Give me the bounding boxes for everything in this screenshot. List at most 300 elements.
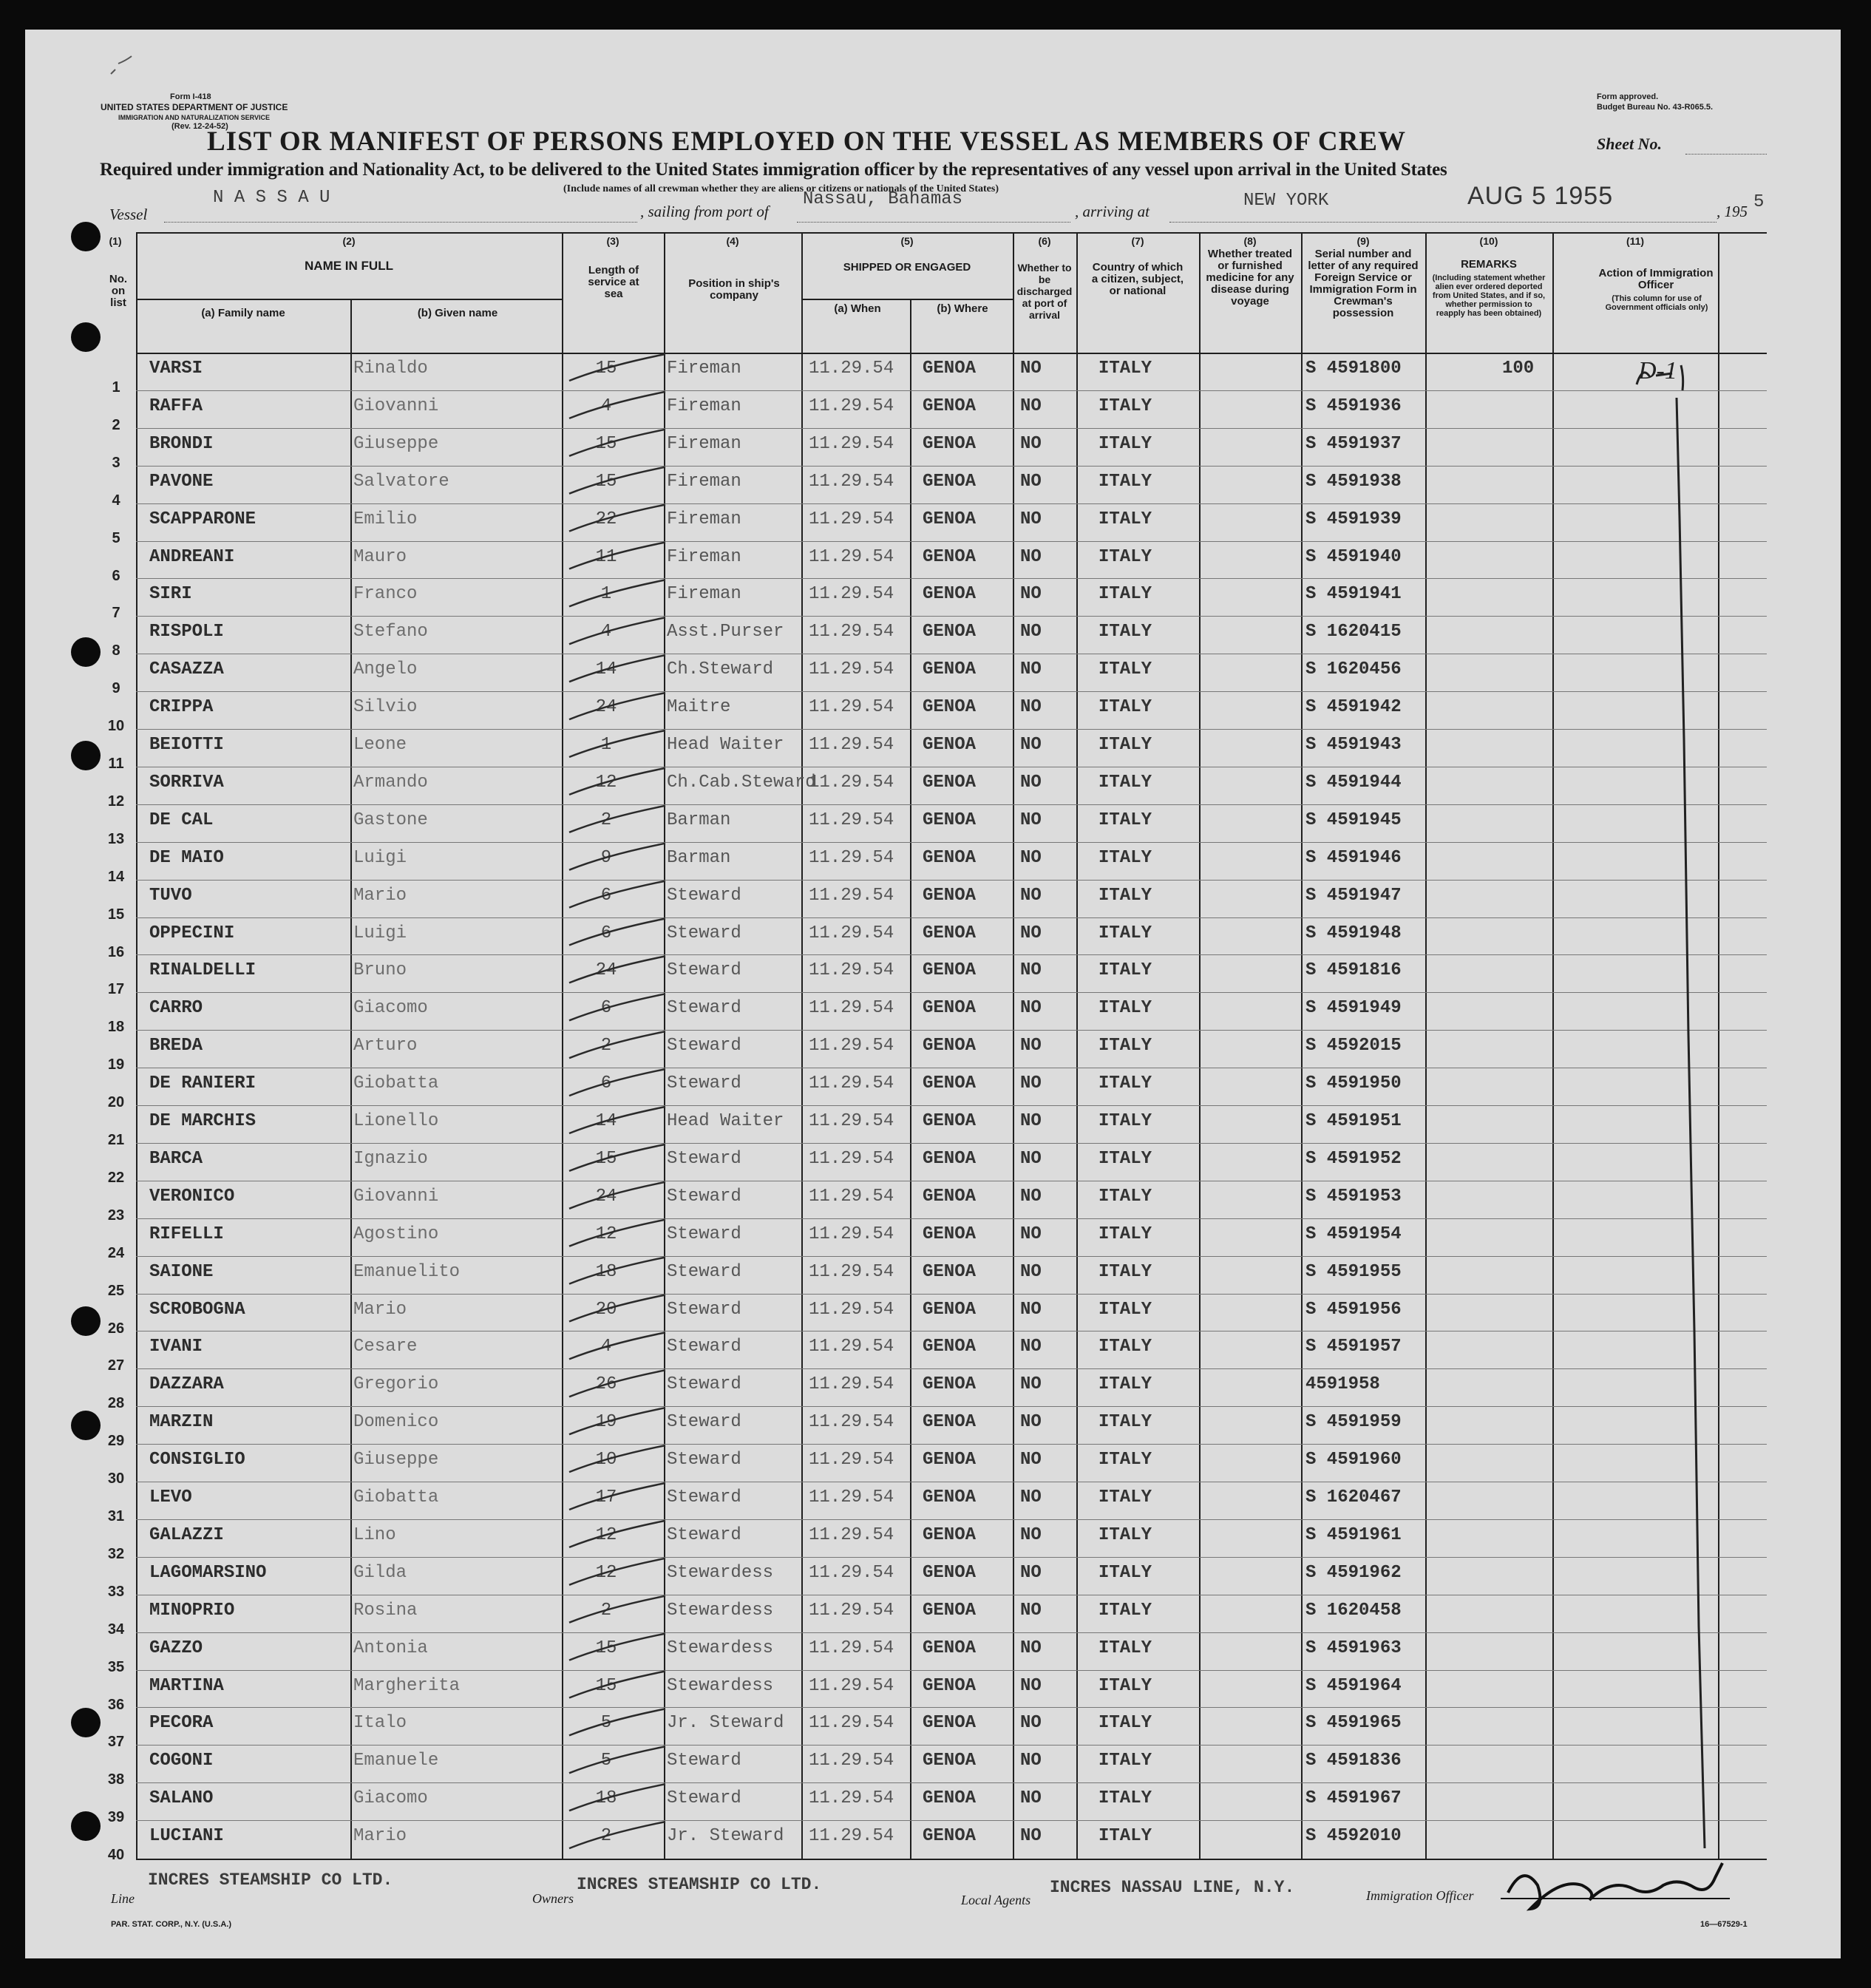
length-of-service-cell[interactable]: 12 bbox=[595, 1224, 617, 1244]
country-cell[interactable]: ITALY bbox=[1099, 1562, 1152, 1583]
shipped-when-cell[interactable]: 11.29.54 bbox=[809, 433, 894, 454]
shipped-where-cell[interactable]: GENOA bbox=[923, 1638, 977, 1658]
position-cell[interactable]: Fireman bbox=[667, 509, 741, 529]
serial-number-cell[interactable]: 4591958 bbox=[1305, 1374, 1380, 1395]
serial-number-cell[interactable]: S 4591950 bbox=[1305, 1073, 1402, 1094]
length-of-service-cell[interactable]: 4 bbox=[600, 396, 612, 416]
serial-number-cell[interactable]: S 4591836 bbox=[1305, 1751, 1402, 1771]
shipped-where-cell[interactable]: GENOA bbox=[923, 1299, 977, 1320]
family-name-cell[interactable]: COGONI bbox=[149, 1751, 214, 1771]
given-name-cell[interactable]: Giobatta bbox=[353, 1073, 439, 1094]
sailing-from-port[interactable]: Nassau, Bahamas bbox=[803, 189, 963, 209]
discharged-cell[interactable]: NO bbox=[1020, 396, 1042, 416]
country-cell[interactable]: ITALY bbox=[1099, 1675, 1152, 1696]
shipped-where-cell[interactable]: GENOA bbox=[923, 1751, 977, 1771]
family-name-cell[interactable]: CONSIGLIO bbox=[149, 1450, 245, 1470]
family-name-cell[interactable]: DAZZARA bbox=[149, 1374, 224, 1395]
position-cell[interactable]: Fireman bbox=[667, 359, 741, 379]
family-name-cell[interactable]: LEVO bbox=[149, 1487, 192, 1507]
given-name-cell[interactable]: Giacomo bbox=[353, 1788, 428, 1809]
shipped-when-cell[interactable]: 11.29.54 bbox=[809, 1600, 894, 1621]
country-cell[interactable]: ITALY bbox=[1099, 998, 1152, 1019]
position-cell[interactable]: Steward bbox=[667, 1261, 741, 1282]
length-of-service-cell[interactable]: 1 bbox=[600, 584, 612, 605]
given-name-cell[interactable]: Lionello bbox=[353, 1111, 439, 1131]
shipped-when-cell[interactable]: 11.29.54 bbox=[809, 584, 894, 605]
country-cell[interactable]: ITALY bbox=[1099, 1224, 1152, 1244]
given-name-cell[interactable]: Lino bbox=[353, 1524, 396, 1545]
serial-number-cell[interactable]: S 1620415 bbox=[1305, 622, 1402, 642]
shipped-when-cell[interactable]: 11.29.54 bbox=[809, 1036, 894, 1056]
family-name-cell[interactable]: SAIONE bbox=[149, 1261, 214, 1282]
discharged-cell[interactable]: NO bbox=[1020, 1562, 1042, 1583]
shipped-where-cell[interactable]: GENOA bbox=[923, 1412, 977, 1433]
shipped-where-cell[interactable]: GENOA bbox=[923, 1111, 977, 1131]
given-name-cell[interactable]: Franco bbox=[353, 584, 418, 605]
family-name-cell[interactable]: BREDA bbox=[149, 1036, 203, 1056]
given-name-cell[interactable]: Giovanni bbox=[353, 396, 439, 416]
serial-number-cell[interactable]: S 4591936 bbox=[1305, 396, 1402, 416]
length-of-service-cell[interactable]: 6 bbox=[600, 885, 612, 906]
shipped-where-cell[interactable]: GENOA bbox=[923, 1450, 977, 1470]
discharged-cell[interactable]: NO bbox=[1020, 584, 1042, 605]
length-of-service-cell[interactable]: 5 bbox=[600, 1751, 612, 1771]
serial-number-cell[interactable]: S 4591943 bbox=[1305, 735, 1402, 755]
shipped-where-cell[interactable]: GENOA bbox=[923, 433, 977, 454]
length-of-service-cell[interactable]: 24 bbox=[595, 1186, 617, 1207]
country-cell[interactable]: ITALY bbox=[1099, 735, 1152, 755]
country-cell[interactable]: ITALY bbox=[1099, 1073, 1152, 1094]
shipped-when-cell[interactable]: 11.29.54 bbox=[809, 546, 894, 567]
position-cell[interactable]: Steward bbox=[667, 1299, 741, 1320]
discharged-cell[interactable]: NO bbox=[1020, 1073, 1042, 1094]
shipped-when-cell[interactable]: 11.29.54 bbox=[809, 772, 894, 793]
country-cell[interactable]: ITALY bbox=[1099, 433, 1152, 454]
shipped-when-cell[interactable]: 11.29.54 bbox=[809, 735, 894, 755]
length-of-service-cell[interactable]: 15 bbox=[595, 433, 617, 454]
position-cell[interactable]: Fireman bbox=[667, 584, 741, 605]
family-name-cell[interactable]: BRONDI bbox=[149, 433, 214, 454]
shipped-where-cell[interactable]: GENOA bbox=[923, 1600, 977, 1621]
family-name-cell[interactable]: SALANO bbox=[149, 1788, 214, 1809]
position-cell[interactable]: Jr. Steward bbox=[667, 1713, 784, 1734]
discharged-cell[interactable]: NO bbox=[1020, 1299, 1042, 1320]
serial-number-cell[interactable]: S 4591940 bbox=[1305, 546, 1402, 567]
serial-number-cell[interactable]: S 4591948 bbox=[1305, 923, 1402, 943]
discharged-cell[interactable]: NO bbox=[1020, 1111, 1042, 1131]
shipped-when-cell[interactable]: 11.29.54 bbox=[809, 697, 894, 718]
given-name-cell[interactable]: Giobatta bbox=[353, 1487, 439, 1507]
shipped-when-cell[interactable]: 11.29.54 bbox=[809, 1826, 894, 1847]
length-of-service-cell[interactable]: 6 bbox=[600, 923, 612, 943]
family-name-cell[interactable]: SORRIVA bbox=[149, 772, 224, 793]
given-name-cell[interactable]: Italo bbox=[353, 1713, 407, 1734]
vessel-name[interactable]: N A S S A U bbox=[213, 188, 330, 208]
serial-number-cell[interactable]: S 4591941 bbox=[1305, 584, 1402, 605]
country-cell[interactable]: ITALY bbox=[1099, 546, 1152, 567]
given-name-cell[interactable]: Margherita bbox=[353, 1675, 461, 1696]
position-cell[interactable]: Barman bbox=[667, 847, 731, 868]
serial-number-cell[interactable]: S 4591952 bbox=[1305, 1148, 1402, 1169]
shipped-when-cell[interactable]: 11.29.54 bbox=[809, 509, 894, 529]
length-of-service-cell[interactable]: 2 bbox=[600, 1600, 612, 1621]
length-of-service-cell[interactable]: 18 bbox=[595, 1788, 617, 1809]
family-name-cell[interactable]: DE MARCHIS bbox=[149, 1111, 257, 1131]
shipped-where-cell[interactable]: GENOA bbox=[923, 697, 977, 718]
position-cell[interactable]: Steward bbox=[667, 998, 741, 1019]
serial-number-cell[interactable]: S 4591956 bbox=[1305, 1299, 1402, 1320]
shipped-when-cell[interactable]: 11.29.54 bbox=[809, 1675, 894, 1696]
length-of-service-cell[interactable]: 24 bbox=[595, 697, 617, 718]
shipped-when-cell[interactable]: 11.29.54 bbox=[809, 1524, 894, 1545]
given-name-cell[interactable]: Stefano bbox=[353, 622, 428, 642]
shipped-when-cell[interactable]: 11.29.54 bbox=[809, 1261, 894, 1282]
position-cell[interactable]: Steward bbox=[667, 1524, 741, 1545]
shipped-where-cell[interactable]: GENOA bbox=[923, 359, 977, 379]
shipped-when-cell[interactable]: 11.29.54 bbox=[809, 1751, 894, 1771]
shipped-when-cell[interactable]: 11.29.54 bbox=[809, 1562, 894, 1583]
given-name-cell[interactable]: Giuseppe bbox=[353, 433, 439, 454]
shipped-when-cell[interactable]: 11.29.54 bbox=[809, 810, 894, 830]
shipped-when-cell[interactable]: 11.29.54 bbox=[809, 1638, 894, 1658]
position-cell[interactable]: Head Waiter bbox=[667, 1111, 784, 1131]
given-name-cell[interactable]: Bruno bbox=[353, 960, 407, 981]
position-cell[interactable]: Fireman bbox=[667, 433, 741, 454]
family-name-cell[interactable]: CASAZZA bbox=[149, 659, 224, 680]
family-name-cell[interactable]: DE RANIERI bbox=[149, 1073, 257, 1094]
discharged-cell[interactable]: NO bbox=[1020, 1186, 1042, 1207]
given-name-cell[interactable]: Giuseppe bbox=[353, 1450, 439, 1470]
given-name-cell[interactable]: Domenico bbox=[353, 1412, 439, 1433]
length-of-service-cell[interactable]: 12 bbox=[595, 1562, 617, 1583]
length-of-service-cell[interactable]: 11 bbox=[595, 546, 617, 567]
given-name-cell[interactable]: Gregorio bbox=[353, 1374, 439, 1395]
shipped-where-cell[interactable]: GENOA bbox=[923, 1788, 977, 1809]
shipped-where-cell[interactable]: GENOA bbox=[923, 1148, 977, 1169]
length-of-service-cell[interactable]: 2 bbox=[600, 810, 612, 830]
shipped-when-cell[interactable]: 11.29.54 bbox=[809, 1713, 894, 1734]
serial-number-cell[interactable]: S 4591800 bbox=[1305, 359, 1402, 379]
family-name-cell[interactable]: RISPOLI bbox=[149, 622, 224, 642]
given-name-cell[interactable]: Armando bbox=[353, 772, 428, 793]
shipped-where-cell[interactable]: GENOA bbox=[923, 1261, 977, 1282]
length-of-service-cell[interactable]: 18 bbox=[595, 1261, 617, 1282]
shipped-where-cell[interactable]: GENOA bbox=[923, 1186, 977, 1207]
shipped-where-cell[interactable]: GENOA bbox=[923, 1224, 977, 1244]
country-cell[interactable]: ITALY bbox=[1099, 697, 1152, 718]
discharged-cell[interactable]: NO bbox=[1020, 1675, 1042, 1696]
family-name-cell[interactable]: BEIOTTI bbox=[149, 735, 224, 755]
family-name-cell[interactable]: RAFFA bbox=[149, 396, 203, 416]
discharged-cell[interactable]: NO bbox=[1020, 772, 1042, 793]
shipped-where-cell[interactable]: GENOA bbox=[923, 772, 977, 793]
line-value[interactable]: INCRES STEAMSHIP CO LTD. bbox=[148, 1870, 393, 1890]
family-name-cell[interactable]: LUCIANI bbox=[149, 1826, 224, 1847]
family-name-cell[interactable]: RINALDELLI bbox=[149, 960, 257, 981]
family-name-cell[interactable]: IVANI bbox=[149, 1337, 203, 1357]
family-name-cell[interactable]: DE CAL bbox=[149, 810, 214, 830]
discharged-cell[interactable]: NO bbox=[1020, 960, 1042, 981]
given-name-cell[interactable]: Leone bbox=[353, 735, 407, 755]
shipped-when-cell[interactable]: 11.29.54 bbox=[809, 1148, 894, 1169]
length-of-service-cell[interactable]: 24 bbox=[595, 960, 617, 981]
given-name-cell[interactable]: Ignazio bbox=[353, 1148, 428, 1169]
owners-value[interactable]: INCRES STEAMSHIP CO LTD. bbox=[577, 1875, 822, 1894]
family-name-cell[interactable]: MINOPRIO bbox=[149, 1600, 235, 1621]
position-cell[interactable]: Fireman bbox=[667, 471, 741, 492]
given-name-cell[interactable]: Agostino bbox=[353, 1224, 439, 1244]
shipped-where-cell[interactable]: GENOA bbox=[923, 847, 977, 868]
family-name-cell[interactable]: CARRO bbox=[149, 998, 203, 1019]
serial-number-cell[interactable]: S 4591939 bbox=[1305, 509, 1402, 529]
country-cell[interactable]: ITALY bbox=[1099, 1111, 1152, 1131]
serial-number-cell[interactable]: S 4591964 bbox=[1305, 1675, 1402, 1696]
position-cell[interactable]: Steward bbox=[667, 1224, 741, 1244]
shipped-when-cell[interactable]: 11.29.54 bbox=[809, 960, 894, 981]
discharged-cell[interactable]: NO bbox=[1020, 1487, 1042, 1507]
position-cell[interactable]: Steward bbox=[667, 960, 741, 981]
length-of-service-cell[interactable]: 19 bbox=[595, 1412, 617, 1433]
family-name-cell[interactable]: CRIPPA bbox=[149, 697, 214, 718]
shipped-where-cell[interactable]: GENOA bbox=[923, 1337, 977, 1357]
length-of-service-cell[interactable]: 22 bbox=[595, 509, 617, 529]
country-cell[interactable]: ITALY bbox=[1099, 622, 1152, 642]
family-name-cell[interactable]: MARZIN bbox=[149, 1412, 214, 1433]
discharged-cell[interactable]: NO bbox=[1020, 509, 1042, 529]
family-name-cell[interactable]: LAGOMARSINO bbox=[149, 1562, 267, 1583]
position-cell[interactable]: Steward bbox=[667, 1036, 741, 1056]
length-of-service-cell[interactable]: 20 bbox=[595, 1299, 617, 1320]
country-cell[interactable]: ITALY bbox=[1099, 1600, 1152, 1621]
shipped-when-cell[interactable]: 11.29.54 bbox=[809, 998, 894, 1019]
discharged-cell[interactable]: NO bbox=[1020, 359, 1042, 379]
serial-number-cell[interactable]: S 4591953 bbox=[1305, 1186, 1402, 1207]
shipped-when-cell[interactable]: 11.29.54 bbox=[809, 1788, 894, 1809]
discharged-cell[interactable]: NO bbox=[1020, 1524, 1042, 1545]
given-name-cell[interactable]: Emanuele bbox=[353, 1751, 439, 1771]
given-name-cell[interactable]: Rosina bbox=[353, 1600, 418, 1621]
country-cell[interactable]: ITALY bbox=[1099, 810, 1152, 830]
shipped-when-cell[interactable]: 11.29.54 bbox=[809, 885, 894, 906]
serial-number-cell[interactable]: S 1620458 bbox=[1305, 1600, 1402, 1621]
position-cell[interactable]: Steward bbox=[667, 1487, 741, 1507]
serial-number-cell[interactable]: S 4591955 bbox=[1305, 1261, 1402, 1282]
shipped-where-cell[interactable]: GENOA bbox=[923, 960, 977, 981]
family-name-cell[interactable]: DE MAIO bbox=[149, 847, 224, 868]
length-of-service-cell[interactable]: 1 bbox=[600, 735, 612, 755]
country-cell[interactable]: ITALY bbox=[1099, 847, 1152, 868]
serial-number-cell[interactable]: S 4591937 bbox=[1305, 433, 1402, 454]
family-name-cell[interactable]: OPPECINI bbox=[149, 923, 235, 943]
serial-number-cell[interactable]: S 4591938 bbox=[1305, 471, 1402, 492]
discharged-cell[interactable]: NO bbox=[1020, 1751, 1042, 1771]
position-cell[interactable]: Barman bbox=[667, 810, 731, 830]
serial-number-cell[interactable]: S 4591945 bbox=[1305, 810, 1402, 830]
shipped-where-cell[interactable]: GENOA bbox=[923, 998, 977, 1019]
length-of-service-cell[interactable]: 2 bbox=[600, 1036, 612, 1056]
country-cell[interactable]: ITALY bbox=[1099, 471, 1152, 492]
country-cell[interactable]: ITALY bbox=[1099, 1186, 1152, 1207]
serial-number-cell[interactable]: S 4591944 bbox=[1305, 772, 1402, 793]
serial-number-cell[interactable]: S 4591959 bbox=[1305, 1412, 1402, 1433]
given-name-cell[interactable]: Mario bbox=[353, 1826, 407, 1847]
discharged-cell[interactable]: NO bbox=[1020, 1600, 1042, 1621]
serial-number-cell[interactable]: S 4591954 bbox=[1305, 1224, 1402, 1244]
shipped-where-cell[interactable]: GENOA bbox=[923, 1036, 977, 1056]
country-cell[interactable]: ITALY bbox=[1099, 1713, 1152, 1734]
position-cell[interactable]: Stewardess bbox=[667, 1638, 774, 1658]
given-name-cell[interactable]: Gastone bbox=[353, 810, 428, 830]
discharged-cell[interactable]: NO bbox=[1020, 1148, 1042, 1169]
given-name-cell[interactable]: Giovanni bbox=[353, 1186, 439, 1207]
country-cell[interactable]: ITALY bbox=[1099, 1374, 1152, 1395]
discharged-cell[interactable]: NO bbox=[1020, 1412, 1042, 1433]
serial-number-cell[interactable]: S 4591951 bbox=[1305, 1111, 1402, 1131]
shipped-where-cell[interactable]: GENOA bbox=[923, 509, 977, 529]
position-cell[interactable]: Jr. Steward bbox=[667, 1826, 784, 1847]
shipped-where-cell[interactable]: GENOA bbox=[923, 1073, 977, 1094]
shipped-where-cell[interactable]: GENOA bbox=[923, 396, 977, 416]
shipped-when-cell[interactable]: 11.29.54 bbox=[809, 1374, 894, 1395]
country-cell[interactable]: ITALY bbox=[1099, 1524, 1152, 1545]
serial-number-cell[interactable]: S 4591960 bbox=[1305, 1450, 1402, 1470]
country-cell[interactable]: ITALY bbox=[1099, 1450, 1152, 1470]
shipped-where-cell[interactable]: GENOA bbox=[923, 546, 977, 567]
shipped-where-cell[interactable]: GENOA bbox=[923, 885, 977, 906]
given-name-cell[interactable]: Antonia bbox=[353, 1638, 428, 1658]
action-of-officer-cell[interactable]: D-1 bbox=[1638, 357, 1677, 384]
shipped-when-cell[interactable]: 11.29.54 bbox=[809, 1337, 894, 1357]
length-of-service-cell[interactable]: 12 bbox=[595, 1524, 617, 1545]
shipped-when-cell[interactable]: 11.29.54 bbox=[809, 1299, 894, 1320]
shipped-where-cell[interactable]: GENOA bbox=[923, 923, 977, 943]
country-cell[interactable]: ITALY bbox=[1099, 1412, 1152, 1433]
family-name-cell[interactable]: GAZZO bbox=[149, 1638, 203, 1658]
length-of-service-cell[interactable]: 4 bbox=[600, 622, 612, 642]
discharged-cell[interactable]: NO bbox=[1020, 622, 1042, 642]
length-of-service-cell[interactable]: 15 bbox=[595, 1148, 617, 1169]
length-of-service-cell[interactable]: 12 bbox=[595, 772, 617, 793]
discharged-cell[interactable]: NO bbox=[1020, 998, 1042, 1019]
discharged-cell[interactable]: NO bbox=[1020, 1337, 1042, 1357]
discharged-cell[interactable]: NO bbox=[1020, 1713, 1042, 1734]
discharged-cell[interactable]: NO bbox=[1020, 1638, 1042, 1658]
discharged-cell[interactable]: NO bbox=[1020, 697, 1042, 718]
discharged-cell[interactable]: NO bbox=[1020, 1826, 1042, 1847]
position-cell[interactable]: Stewardess bbox=[667, 1562, 774, 1583]
country-cell[interactable]: ITALY bbox=[1099, 359, 1152, 379]
position-cell[interactable]: Steward bbox=[667, 923, 741, 943]
length-of-service-cell[interactable]: 14 bbox=[595, 659, 617, 680]
serial-number-cell[interactable]: S 4591942 bbox=[1305, 697, 1402, 718]
shipped-when-cell[interactable]: 11.29.54 bbox=[809, 847, 894, 868]
position-cell[interactable]: Maitre bbox=[667, 697, 731, 718]
length-of-service-cell[interactable]: 15 bbox=[595, 1675, 617, 1696]
shipped-when-cell[interactable]: 11.29.54 bbox=[809, 471, 894, 492]
discharged-cell[interactable]: NO bbox=[1020, 659, 1042, 680]
family-name-cell[interactable]: GALAZZI bbox=[149, 1524, 224, 1545]
shipped-when-cell[interactable]: 11.29.54 bbox=[809, 622, 894, 642]
family-name-cell[interactable]: SCAPPARONE bbox=[149, 509, 257, 529]
serial-number-cell[interactable]: S 4591946 bbox=[1305, 847, 1402, 868]
serial-number-cell[interactable]: S 4591957 bbox=[1305, 1337, 1402, 1357]
position-cell[interactable]: Ch.Cab.Steward bbox=[667, 772, 816, 793]
serial-number-cell[interactable]: S 4591949 bbox=[1305, 998, 1402, 1019]
shipped-when-cell[interactable]: 11.29.54 bbox=[809, 359, 894, 379]
country-cell[interactable]: ITALY bbox=[1099, 885, 1152, 906]
family-name-cell[interactable]: MARTINA bbox=[149, 1675, 224, 1696]
family-name-cell[interactable]: SCROBOGNA bbox=[149, 1299, 245, 1320]
length-of-service-cell[interactable]: 4 bbox=[600, 1337, 612, 1357]
serial-number-cell[interactable]: S 4591967 bbox=[1305, 1788, 1402, 1809]
shipped-when-cell[interactable]: 11.29.54 bbox=[809, 1412, 894, 1433]
given-name-cell[interactable]: Emilio bbox=[353, 509, 418, 529]
length-of-service-cell[interactable]: 15 bbox=[595, 471, 617, 492]
discharged-cell[interactable]: NO bbox=[1020, 810, 1042, 830]
country-cell[interactable]: ITALY bbox=[1099, 1788, 1152, 1809]
family-name-cell[interactable]: VERONICO bbox=[149, 1186, 235, 1207]
length-of-service-cell[interactable]: 14 bbox=[595, 1111, 617, 1131]
country-cell[interactable]: ITALY bbox=[1099, 960, 1152, 981]
shipped-when-cell[interactable]: 11.29.54 bbox=[809, 1224, 894, 1244]
shipped-when-cell[interactable]: 11.29.54 bbox=[809, 1487, 894, 1507]
shipped-where-cell[interactable]: GENOA bbox=[923, 584, 977, 605]
discharged-cell[interactable]: NO bbox=[1020, 1036, 1042, 1056]
family-name-cell[interactable]: SIRI bbox=[149, 584, 192, 605]
given-name-cell[interactable]: Silvio bbox=[353, 697, 418, 718]
year-digit[interactable]: 5 bbox=[1753, 192, 1765, 212]
position-cell[interactable]: Steward bbox=[667, 1788, 741, 1809]
length-of-service-cell[interactable]: 17 bbox=[595, 1487, 617, 1507]
given-name-cell[interactable]: Luigi bbox=[353, 923, 407, 943]
serial-number-cell[interactable]: S 4591947 bbox=[1305, 885, 1402, 906]
given-name-cell[interactable]: Cesare bbox=[353, 1337, 418, 1357]
length-of-service-cell[interactable]: 6 bbox=[600, 1073, 612, 1094]
local-agents-value[interactable]: INCRES NASSAU LINE, N.Y. bbox=[1050, 1878, 1295, 1897]
position-cell[interactable]: Fireman bbox=[667, 396, 741, 416]
position-cell[interactable]: Head Waiter bbox=[667, 735, 784, 755]
length-of-service-cell[interactable]: 6 bbox=[600, 998, 612, 1019]
serial-number-cell[interactable]: S 4591962 bbox=[1305, 1562, 1402, 1583]
country-cell[interactable]: ITALY bbox=[1099, 1751, 1152, 1771]
given-name-cell[interactable]: Giacomo bbox=[353, 998, 428, 1019]
family-name-cell[interactable]: VARSI bbox=[149, 359, 203, 379]
serial-number-cell[interactable]: S 1620456 bbox=[1305, 659, 1402, 680]
family-name-cell[interactable]: ANDREANI bbox=[149, 546, 235, 567]
shipped-where-cell[interactable]: GENOA bbox=[923, 1675, 977, 1696]
remarks-cell[interactable]: 100 bbox=[1502, 359, 1535, 379]
serial-number-cell[interactable]: S 4591965 bbox=[1305, 1713, 1402, 1734]
length-of-service-cell[interactable]: 10 bbox=[595, 1450, 617, 1470]
position-cell[interactable]: Asst.Purser bbox=[667, 622, 784, 642]
family-name-cell[interactable]: PAVONE bbox=[149, 471, 214, 492]
given-name-cell[interactable]: Mario bbox=[353, 885, 407, 906]
country-cell[interactable]: ITALY bbox=[1099, 1299, 1152, 1320]
country-cell[interactable]: ITALY bbox=[1099, 509, 1152, 529]
country-cell[interactable]: ITALY bbox=[1099, 1638, 1152, 1658]
discharged-cell[interactable]: NO bbox=[1020, 471, 1042, 492]
position-cell[interactable]: Ch.Steward bbox=[667, 659, 774, 680]
position-cell[interactable]: Fireman bbox=[667, 546, 741, 567]
given-name-cell[interactable]: Gilda bbox=[353, 1562, 407, 1583]
position-cell[interactable]: Stewardess bbox=[667, 1675, 774, 1696]
country-cell[interactable]: ITALY bbox=[1099, 584, 1152, 605]
discharged-cell[interactable]: NO bbox=[1020, 735, 1042, 755]
given-name-cell[interactable]: Mauro bbox=[353, 546, 407, 567]
discharged-cell[interactable]: NO bbox=[1020, 885, 1042, 906]
position-cell[interactable]: Stewardess bbox=[667, 1600, 774, 1621]
serial-number-cell[interactable]: S 4591961 bbox=[1305, 1524, 1402, 1545]
